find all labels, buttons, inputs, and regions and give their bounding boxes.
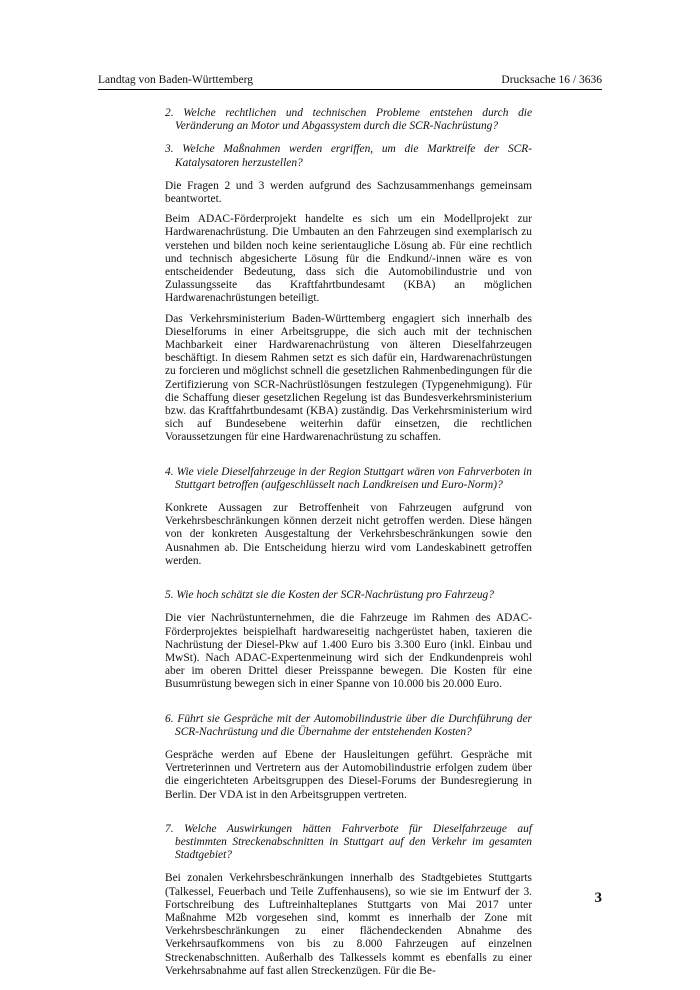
question-6: 6. Führt sie Gespräche mit der Automobilindustrie über die Durchführung der SCR-Nachrüstung und die Übernahme der entstehenden Kosten? [165, 712, 532, 738]
page-number: 3 [594, 890, 602, 906]
answer-7: Bei zonalen Verkehrsbeschränkungen innerhalb des Stadtgebietes Stuttgarts (Talkessel, Feuerbach und Teile Zuffenhausens), so wie sie im Entwurf der 3. Fortschreibung des Luftreinhalteplanes Stuttgarts von Mai 2017 unter Maßnahme M2b vorgesehen sind, kommt es innerhalb der Zone mit Verkehrsbeschränkungen zu einer flächendeckenden Abnahme des Verkehrsaufkommens von bis zu 8.000 Fahrzeugen auf einzelnen Streckenabschnitten. Außerhalb des Talkessels kommt es ebenfalls zu einer Verkehrsabnahme auf fast allen Streckenzügen. Für die Be- [165, 872, 532, 977]
page-body [165, 107, 532, 978]
answer-5: Die vier Nachrüstunternehmen, die die Fahrzeuge im Rahmen des ADAC-Förderprojektes beispielhaft hardwareseitig nachgerüstet haben, taxieren die Nachrüstung der Diesel-Pkw auf 1.400 Euro bis 3.300 Euro (inkl. Einbau und MwSt). Nach ADAC-Expertenmeinung wird sich der Endkundenpreis wohl aber im oberen Drittel dieser Preisspanne bewegen. Die Kosten für eine Busumrüstung bewegen sich in einer Spanne von 10.000 bis 20.000 Euro. [165, 612, 532, 691]
page-header [98, 73, 602, 87]
answer-4: Konkrete Aussagen zur Betroffenheit von Fahrzeugen aufgrund von Verkehrsbeschränkungen können derzeit nicht getroffen werden. Diese hängen von der konkreten Ausgestaltung der Verkehrsbeschränkungen sowie den Ausnahmen ab. Die Entscheidung hierzu wird vom Landeskabinett getroffen werden. [165, 502, 532, 567]
question-3: 3. Welche Maßnahmen werden ergriffen, um die Marktreife der SCR-Katalysatoren herzustellen? [165, 143, 532, 169]
question-4: 4. Wie viele Dieselfahrzeuge in der Region Stuttgart wären von Fahrverboten in Stuttgart betroffen (aufgeschlüsselt nach Landkreisen und Euro-Norm)? [165, 465, 532, 491]
header-document-number: Drucksache 16 / 3636 [501, 74, 602, 86]
header-rule [98, 89, 602, 90]
question-5: 5. Wie hoch schätzt sie die Kosten der SCR-Nachrüstung pro Fahrzeug? [165, 589, 494, 602]
answer-6: Gespräche werden auf Ebene der Hausleitungen geführt. Gespräche mit Vertreterinnen und Vertretern aus der Automobilindustrie erfolgen zudem über die eingerichteten Arbeitsgruppen des Diesel-Forums der Bundesregierung in Berlin. Der VDA ist in den Arbeitsgruppen vertreten. [165, 748, 532, 801]
answer-ministry: Das Verkehrsministerium Baden-Württemberg engagiert sich innerhalb des Dieselforums in einer Arbeitsgruppe, die sich auch mit der technischen Machbarkeit einer Hardwarenachrüstung von älteren Dieselfahrzeugen beschäftigt. In diesem Rahmen setzt es sich dafür ein, Hardwarenachrüstungen zu forcieren und möglichst schnell die gesetzlichen Rahmenbedingungen für die Zertifizierung von SCR-Nachrüstlösungen festzulegen (Typgenehmigung). Für die Schaffung dieser gesetzlichen Regelung ist das Bundesverkehrsministerium bzw. das Kraftfahrtbundesamt (KBA) zuständig. Das Verkehrsministerium wird sich auf Bundesebene weiterhin dafür einsetzen, die rechtlichen Voraussetzungen für eine Hardwarenachrüstung zu schaffen. [165, 312, 532, 444]
answer-adac-project: Beim ADAC-Förderprojekt handelte es sich um ein Modellprojekt zur Hardwarenachrüstung. Die Umbauten an den Fahrzeugen sind exemplarisch zu verstehen und bilden noch keine serientaugliche Lösung ab. Für eine rechtlich und technisch abgesicherte Lösung für die Endkund/-innen wäre es von entscheidender Bedeutung, dass sich die Automobilindustrie und von Zulassungsseite das Kraftfahrtbundesamt (KBA) an möglichen Hardwarenachrüstungen beteiligt. [165, 213, 532, 305]
header-publisher: Landtag von Baden-Württemberg [98, 74, 253, 86]
answer-2-3: Die Fragen 2 und 3 werden aufgrund des Sachzusammenhangs gemeinsam beantwortet. [165, 179, 532, 206]
question-7: 7. Welche Auswirkungen hätten Fahrverbote für Dieselfahrzeuge auf bestimmten Streckenabschnitten in Stuttgart auf den Verkehr im gesamten Stadtgebiet? [165, 822, 532, 862]
question-2: 2. Welche rechtlichen und technischen Probleme entstehen durch die Veränderung an Motor und Abgassystem durch die SCR-Nachrüstung? [165, 107, 532, 133]
